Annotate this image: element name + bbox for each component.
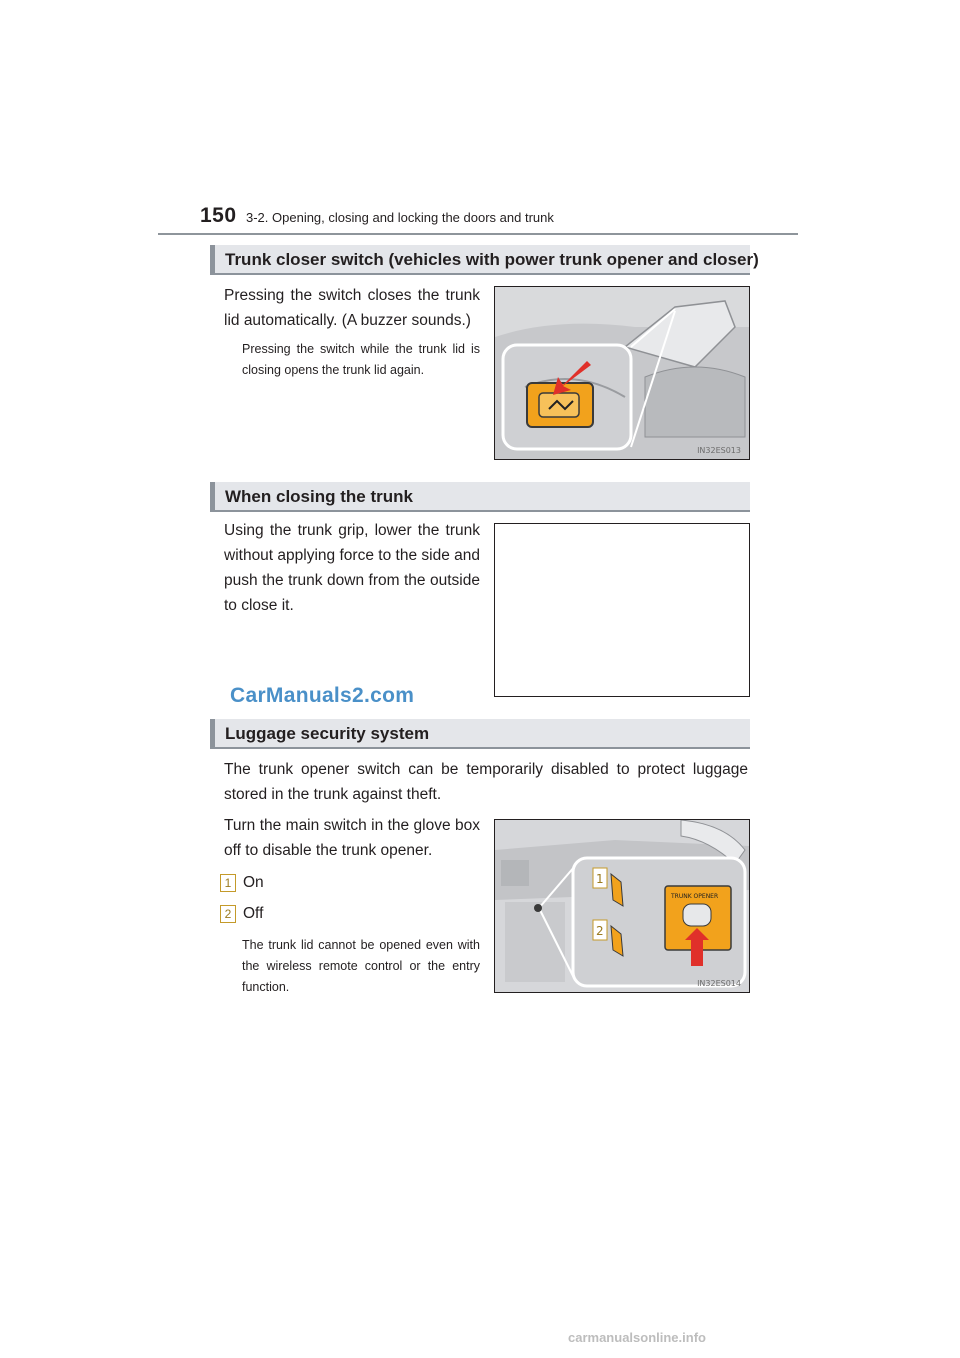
callout-2: 2 <box>220 905 236 923</box>
section-heading-text: Trunk closer switch (vehicles with power trunk opener and closer) <box>225 250 759 269</box>
illustration-code: IN32ES014 <box>697 979 741 988</box>
item-off-label: Off <box>243 905 264 922</box>
luggage-security-intro: The trunk opener switch can be temporarily disabled to protect luggage stored in the trunk against theft. <box>224 761 748 803</box>
trunk-closer-illustration <box>494 286 750 460</box>
illustration-code: IN32ES013 <box>697 446 741 455</box>
chapter-title: 3-2. Opening, closing and locking the doors and trunk <box>246 210 554 225</box>
section-heading-trunk-closer <box>210 245 759 275</box>
header-rule <box>158 233 798 235</box>
glove-box-drawing <box>495 820 749 992</box>
svg-text:2: 2 <box>596 924 604 938</box>
item-on-label: On <box>243 874 264 891</box>
page-number: 150 <box>200 204 237 227</box>
luggage-security-body: Turn the main switch in the glove box off to disable the trunk opener. <box>224 817 480 859</box>
trunk-closer-body: Pressing the switch closes the trunk lid automatically. (A buzzer sounds.) <box>224 287 480 329</box>
glove-box-switch-illustration <box>494 819 750 993</box>
trunk-opener-label: TRUNK OPENER <box>671 893 719 900</box>
closing-trunk-body: Using the trunk grip, lower the trunk without applying force to the side and push the trunk down from the outside to close it. <box>224 522 480 614</box>
section-heading-luggage-security <box>210 719 750 749</box>
callout-1: 1 <box>220 874 236 892</box>
trunk-closer-drawing <box>495 287 749 459</box>
svg-text:1: 1 <box>596 872 604 886</box>
footer-watermark: carmanualsonline.info <box>568 1330 706 1345</box>
trunk-closer-note: Pressing the switch while the trunk lid is closing opens the trunk lid again. <box>242 342 480 377</box>
section-heading-text: When closing the trunk <box>225 487 413 506</box>
luggage-security-note: The trunk lid cannot be opened even with the wireless remote control or the entry function. <box>242 938 480 994</box>
watermark: CarManuals2.com <box>230 684 415 707</box>
closing-trunk-illustration <box>494 523 750 697</box>
section-heading-text: Luggage security system <box>225 724 430 743</box>
section-heading-closing-trunk <box>210 482 750 512</box>
